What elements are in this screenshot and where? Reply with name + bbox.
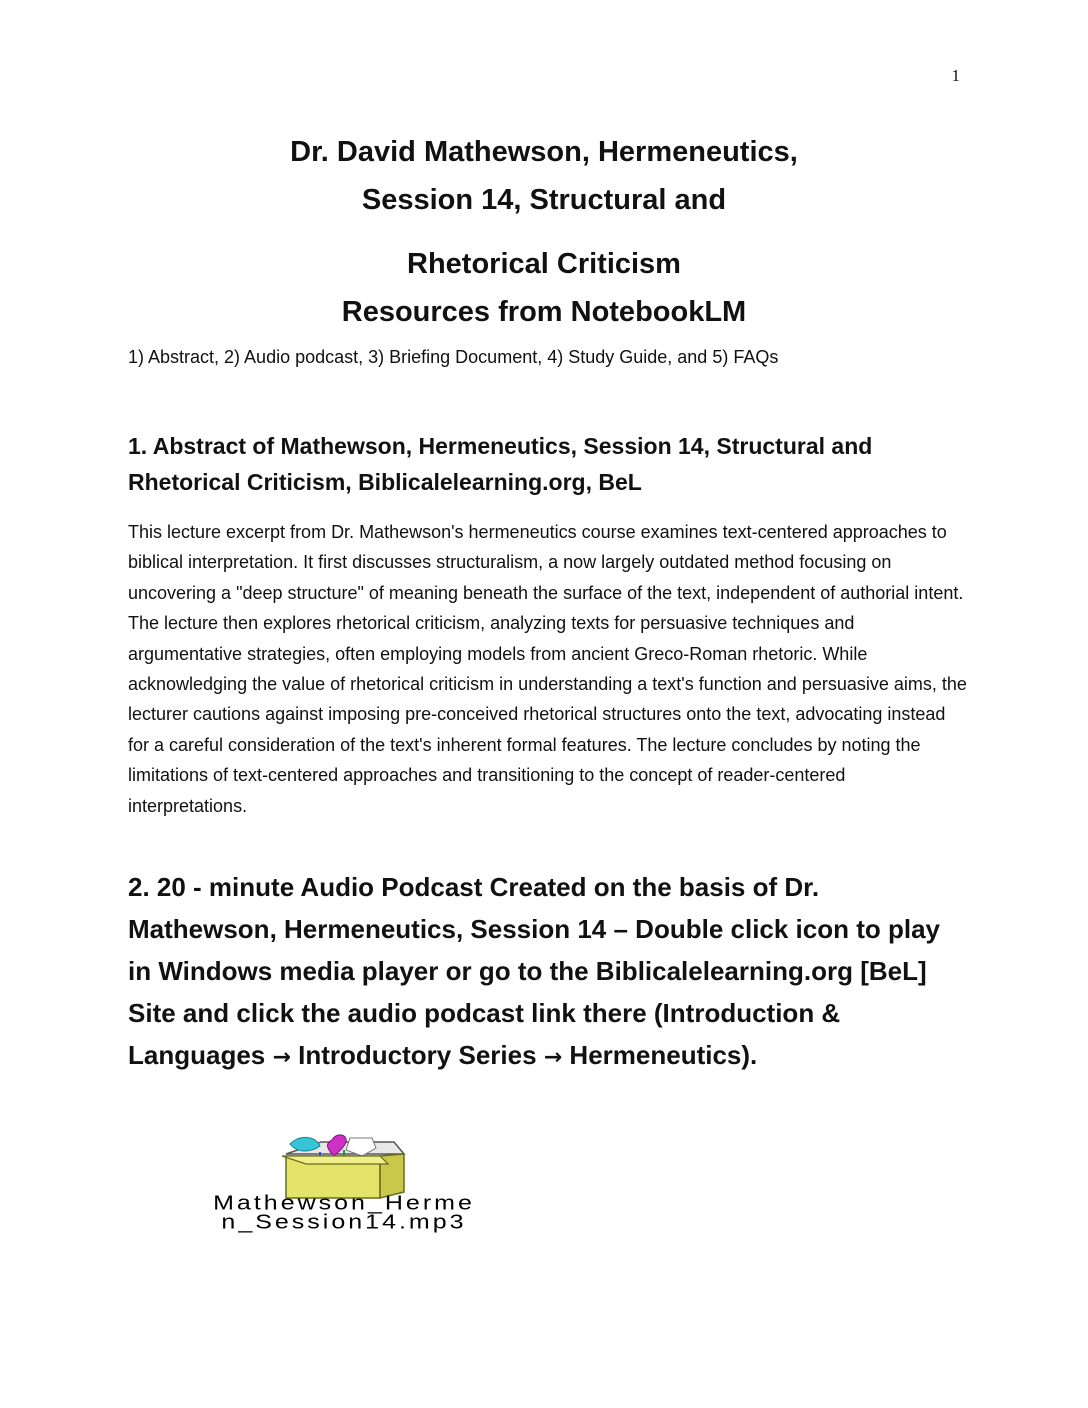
resources-list: 1) Abstract, 2) Audio podcast, 3) Briefing Document, 4) Study Guide, and 5) FAQs xyxy=(128,347,779,367)
title-line-3: Rhetorical Criticism xyxy=(407,248,681,280)
page-number: 1 xyxy=(951,66,960,85)
title-spacer xyxy=(0,224,1088,240)
media-file-icon[interactable] xyxy=(276,1134,410,1200)
podcast-heading-text-1: 2. 20 - minute Audio Podcast Created on the basis of Dr. Mathewson, Hermeneutics, Session 14 – Double click icon to play in Windows media player or go to the Biblicalelearning.org [BeL] Site and click the audio podcast link there (Introduction & Languages xyxy=(128,872,941,1070)
podcast-heading-text-3: Hermeneutics). xyxy=(562,1040,758,1070)
media-filename-line-2: n_Session14.mp3 xyxy=(221,1210,467,1234)
abstract-heading: 1. Abstract of Mathewson, Hermeneutics, Session 14, Structural and Rhetorical Criticism, Biblicalelearning.org, BeL xyxy=(128,433,873,495)
podcast-heading xyxy=(128,866,968,1079)
abstract-body: This lecture excerpt from Dr. Mathewson's hermeneutics course examines text-centered approaches to biblical interpretation. It first discusses structuralism, a now largely outdated method focusing on uncovering a "deep structure" of meaning beneath the surface of the text, independent of authorial intent. The lecture then explores rhetorical criticism, analyzing texts for persuasive techniques and argumentative strategies, often employing models from ancient Greco-Roman rhetoric. While acknowledging the value of rhetorical criticism in understanding a text's function and persuasive aims, the lecturer cautions against imposing pre-conceived rhetorical structures onto the text, advocating instead for a careful consideration of the text's inherent formal features. The lecture concludes by noting the limitations of text-centered approaches and transitioning to the concept of reader-centered interpretations. xyxy=(128,522,967,816)
right-arrow-icon: → xyxy=(272,1045,291,1070)
media-filename[interactable] xyxy=(134,1191,554,1234)
media-filename-line-1: Mathewson_Herme xyxy=(213,1191,475,1215)
title-line-1: Dr. David Mathewson, Hermeneutics, xyxy=(290,136,798,168)
right-arrow-icon: → xyxy=(543,1045,563,1070)
podcast-heading-text-2: Introductory Series xyxy=(290,1040,544,1070)
document-title xyxy=(0,128,1088,336)
title-line-4: Resources from NotebookLM xyxy=(341,296,747,328)
title-line-2: Session 14, Structural and xyxy=(361,184,727,216)
